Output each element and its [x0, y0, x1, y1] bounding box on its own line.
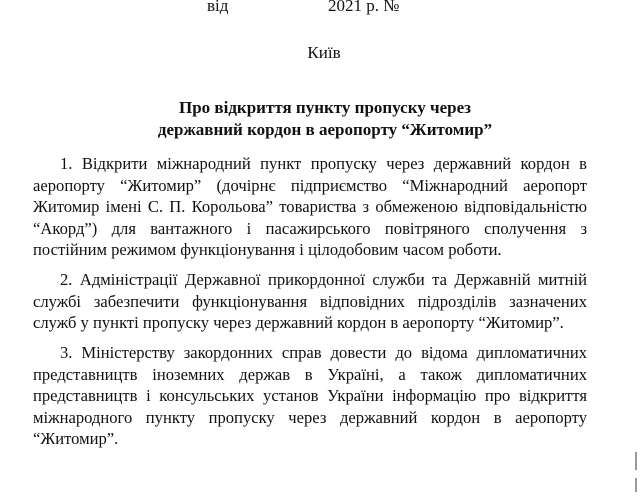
city-name: Київ — [307, 43, 341, 62]
paragraph-1: 1. Відкрити міжнародний пункт пропуску через державний кордон в аеропорту “Житомир” (дочірнє підприємство “Міжнародний аеропорт Житомир імені С. П. Корольова” товариства з обмеженою відповідальністю “Акорд”) для вантажного і пасажирського повітряного сполучення з постійним режимом функціонування і цілодобовим часом роботи. — [33, 154, 587, 259]
title-line-2: державний кордон в аеропорту “Житомир” — [157, 120, 493, 139]
date-year-number: 2021 р. № — [328, 0, 400, 15]
scan-edge-mark — [635, 452, 637, 470]
date-prefix: від — [207, 0, 229, 15]
document-title — [0, 97, 640, 141]
document-body — [33, 153, 587, 458]
paragraph-2: 2. Адміністрації Державної прикордонної служби та Державній митній службі забезпечити функціонування відповідних підрозділів зазначених служб у пункті пропуску через державний кордон в аеропорту “Житомир”. — [33, 270, 587, 332]
paragraph-3: 3. Міністерству закордонних справ довести до відома дипломатичних представництв іноземних держав в Україні, а також дипломатичних представництв і консульських установ України інформацію про відкриття міжнародного пункту пропуску через державний кордон в аеропорту “Житомир”. — [33, 343, 587, 448]
title-line-1: Про відкриття пункту пропуску через — [179, 98, 471, 117]
scan-edge-mark — [635, 478, 637, 492]
date-line — [0, 0, 640, 16]
